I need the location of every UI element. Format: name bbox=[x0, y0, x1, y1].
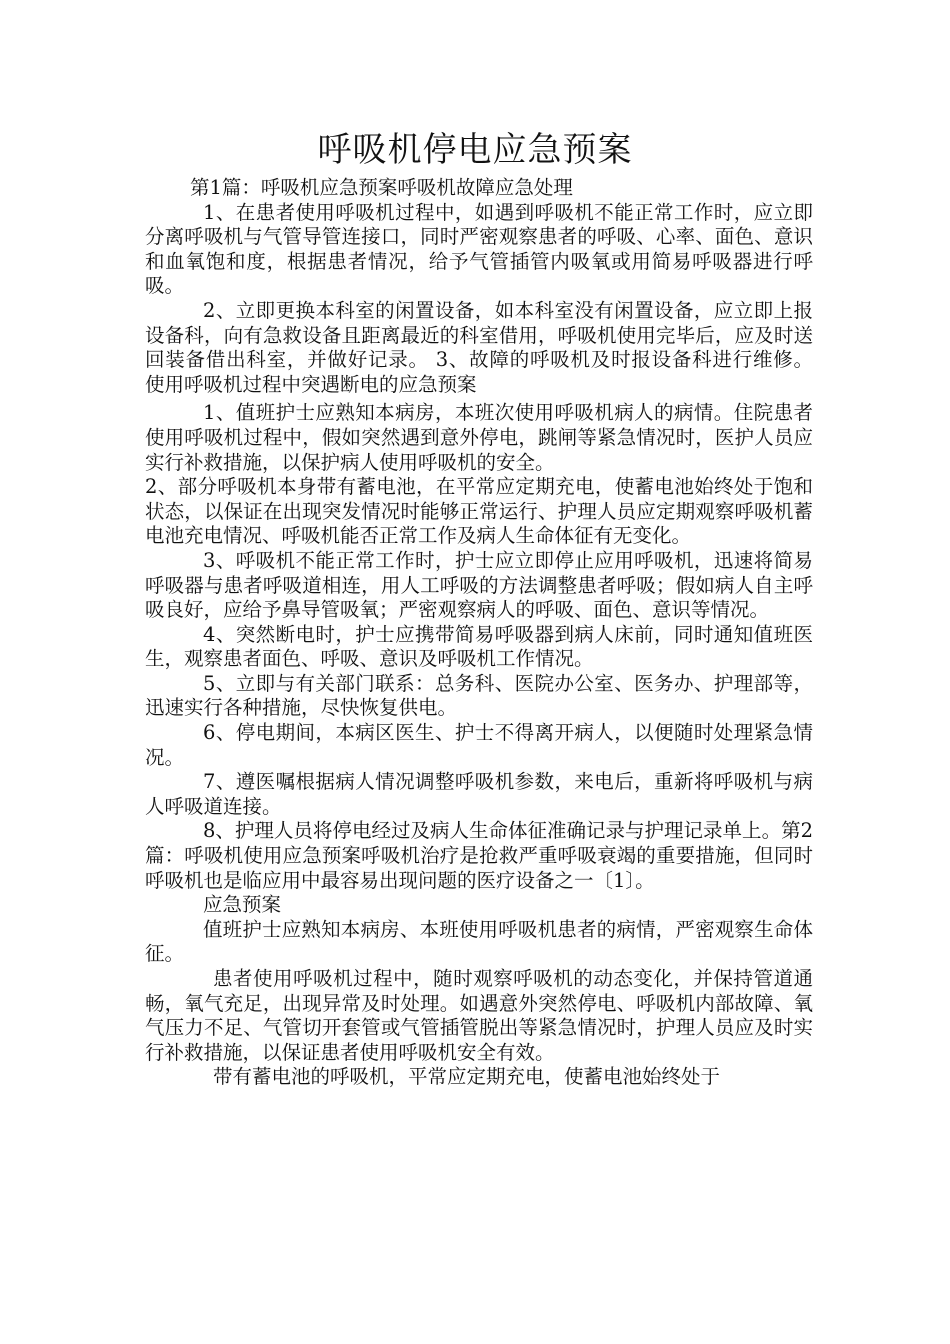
paragraph: 带有蓄电池的呼吸机，平常应定期充电，使蓄电池始终处于 bbox=[213, 1065, 721, 1089]
document-body bbox=[145, 176, 813, 1090]
paragraph: 3、呼吸机不能正常工作时，护士应立即停止应用呼吸机，迅速将简易呼吸器与患者呼吸道相连，用人工呼吸的方法调整患者呼吸；假如病人自主呼吸良好，应给予鼻导管吸氧；严密观察病人的呼吸、面色、意识等情况。 bbox=[145, 548, 813, 622]
paragraph: 5、立即与有关部门联系：总务科、医院办公室、医务办、护理部等，迅速实行各种措施，尽快恢复供电。 bbox=[145, 671, 813, 720]
paragraph: 6、停电期间，本病区医生、护士不得离开病人，以便随时处理紧急情况。 bbox=[145, 721, 813, 769]
paragraph: 2、立即更换本科室的闲置设备，如本科室没有闲置设备，应立即上报设备科，向有急救设备且距离最近的科室借用，呼吸机使用完毕后，应及时送回装备借出科室，并做好记录。 3、故障的呼吸机及时报设备科进行维修。 使用呼吸机过程中突遇断电的应急预案 bbox=[145, 298, 813, 396]
paragraph: 患者使用呼吸机过程中，随时观察呼吸机的动态变化，并保持管道通畅，氧气充足，出现异常及时处理。如遇意外突然停电、呼吸机内部故障、氧气压力不足、气管切开套管或气管插管脱出等紧急情况时，护理人员应及时实行补救措施，以保证患者使用呼吸机安全有效。 bbox=[145, 967, 813, 1064]
document-title: 呼吸机停电应急预案 bbox=[317, 130, 633, 170]
section-heading: 第1篇：呼吸机应急预案呼吸机故障应急处理 bbox=[190, 176, 573, 199]
paragraph: 4、突然断电时，护士应携带简易呼吸器到病人床前，同时通知值班医生，观察患者面色、呼吸、意识及呼吸机工作情况。 bbox=[145, 622, 813, 671]
paragraph: 2、部分呼吸机本身带有蓄电池，在平常应定期充电，使蓄电池始终处于饱和状态，以保证在出现突发情况时能够正常运行、护理人员应定期观察呼吸机蓄电池充电情况、呼吸机能否正常工作及病人生命体征有无变化。 bbox=[145, 475, 813, 548]
paragraph: 值班护士应熟知本病房、本班使用呼吸机患者的病情，严密观察生命体征。 bbox=[145, 917, 813, 966]
paragraph: 1、值班护士应熟知本病房，本班次使用呼吸机病人的病情。住院患者使用呼吸机过程中，假如突然遇到意外停电，跳闸等紧急情况时，医护人员应实行补救措施，以保护病人使用呼吸机的安全。 bbox=[145, 401, 813, 474]
paragraph: 1、在患者使用呼吸机过程中，如遇到呼吸机不能正常工作时，应立即分离呼吸机与气管导管连接口，同时严密观察患者的呼吸、心率、面色、意识和血氧饱和度，根据患者情况，给予气管插管内吸氧或用简易呼吸器进行呼吸。 bbox=[145, 200, 813, 298]
section-heading: 应急预案 bbox=[203, 893, 282, 917]
paragraph: 7、遵医嘱根据病人情况调整呼吸机参数，来电后，重新将呼吸机与病人呼吸道连接。 bbox=[145, 770, 813, 818]
paragraph: 8、护理人员将停电经过及病人生命体征准确记录与护理记录单上。第2篇：呼吸机使用应急预案呼吸机治疗是抢救严重呼吸衰竭的重要措施，但同时呼吸机也是临应用中最容易出现问题的医疗设备之一〔1〕。 bbox=[145, 819, 813, 892]
